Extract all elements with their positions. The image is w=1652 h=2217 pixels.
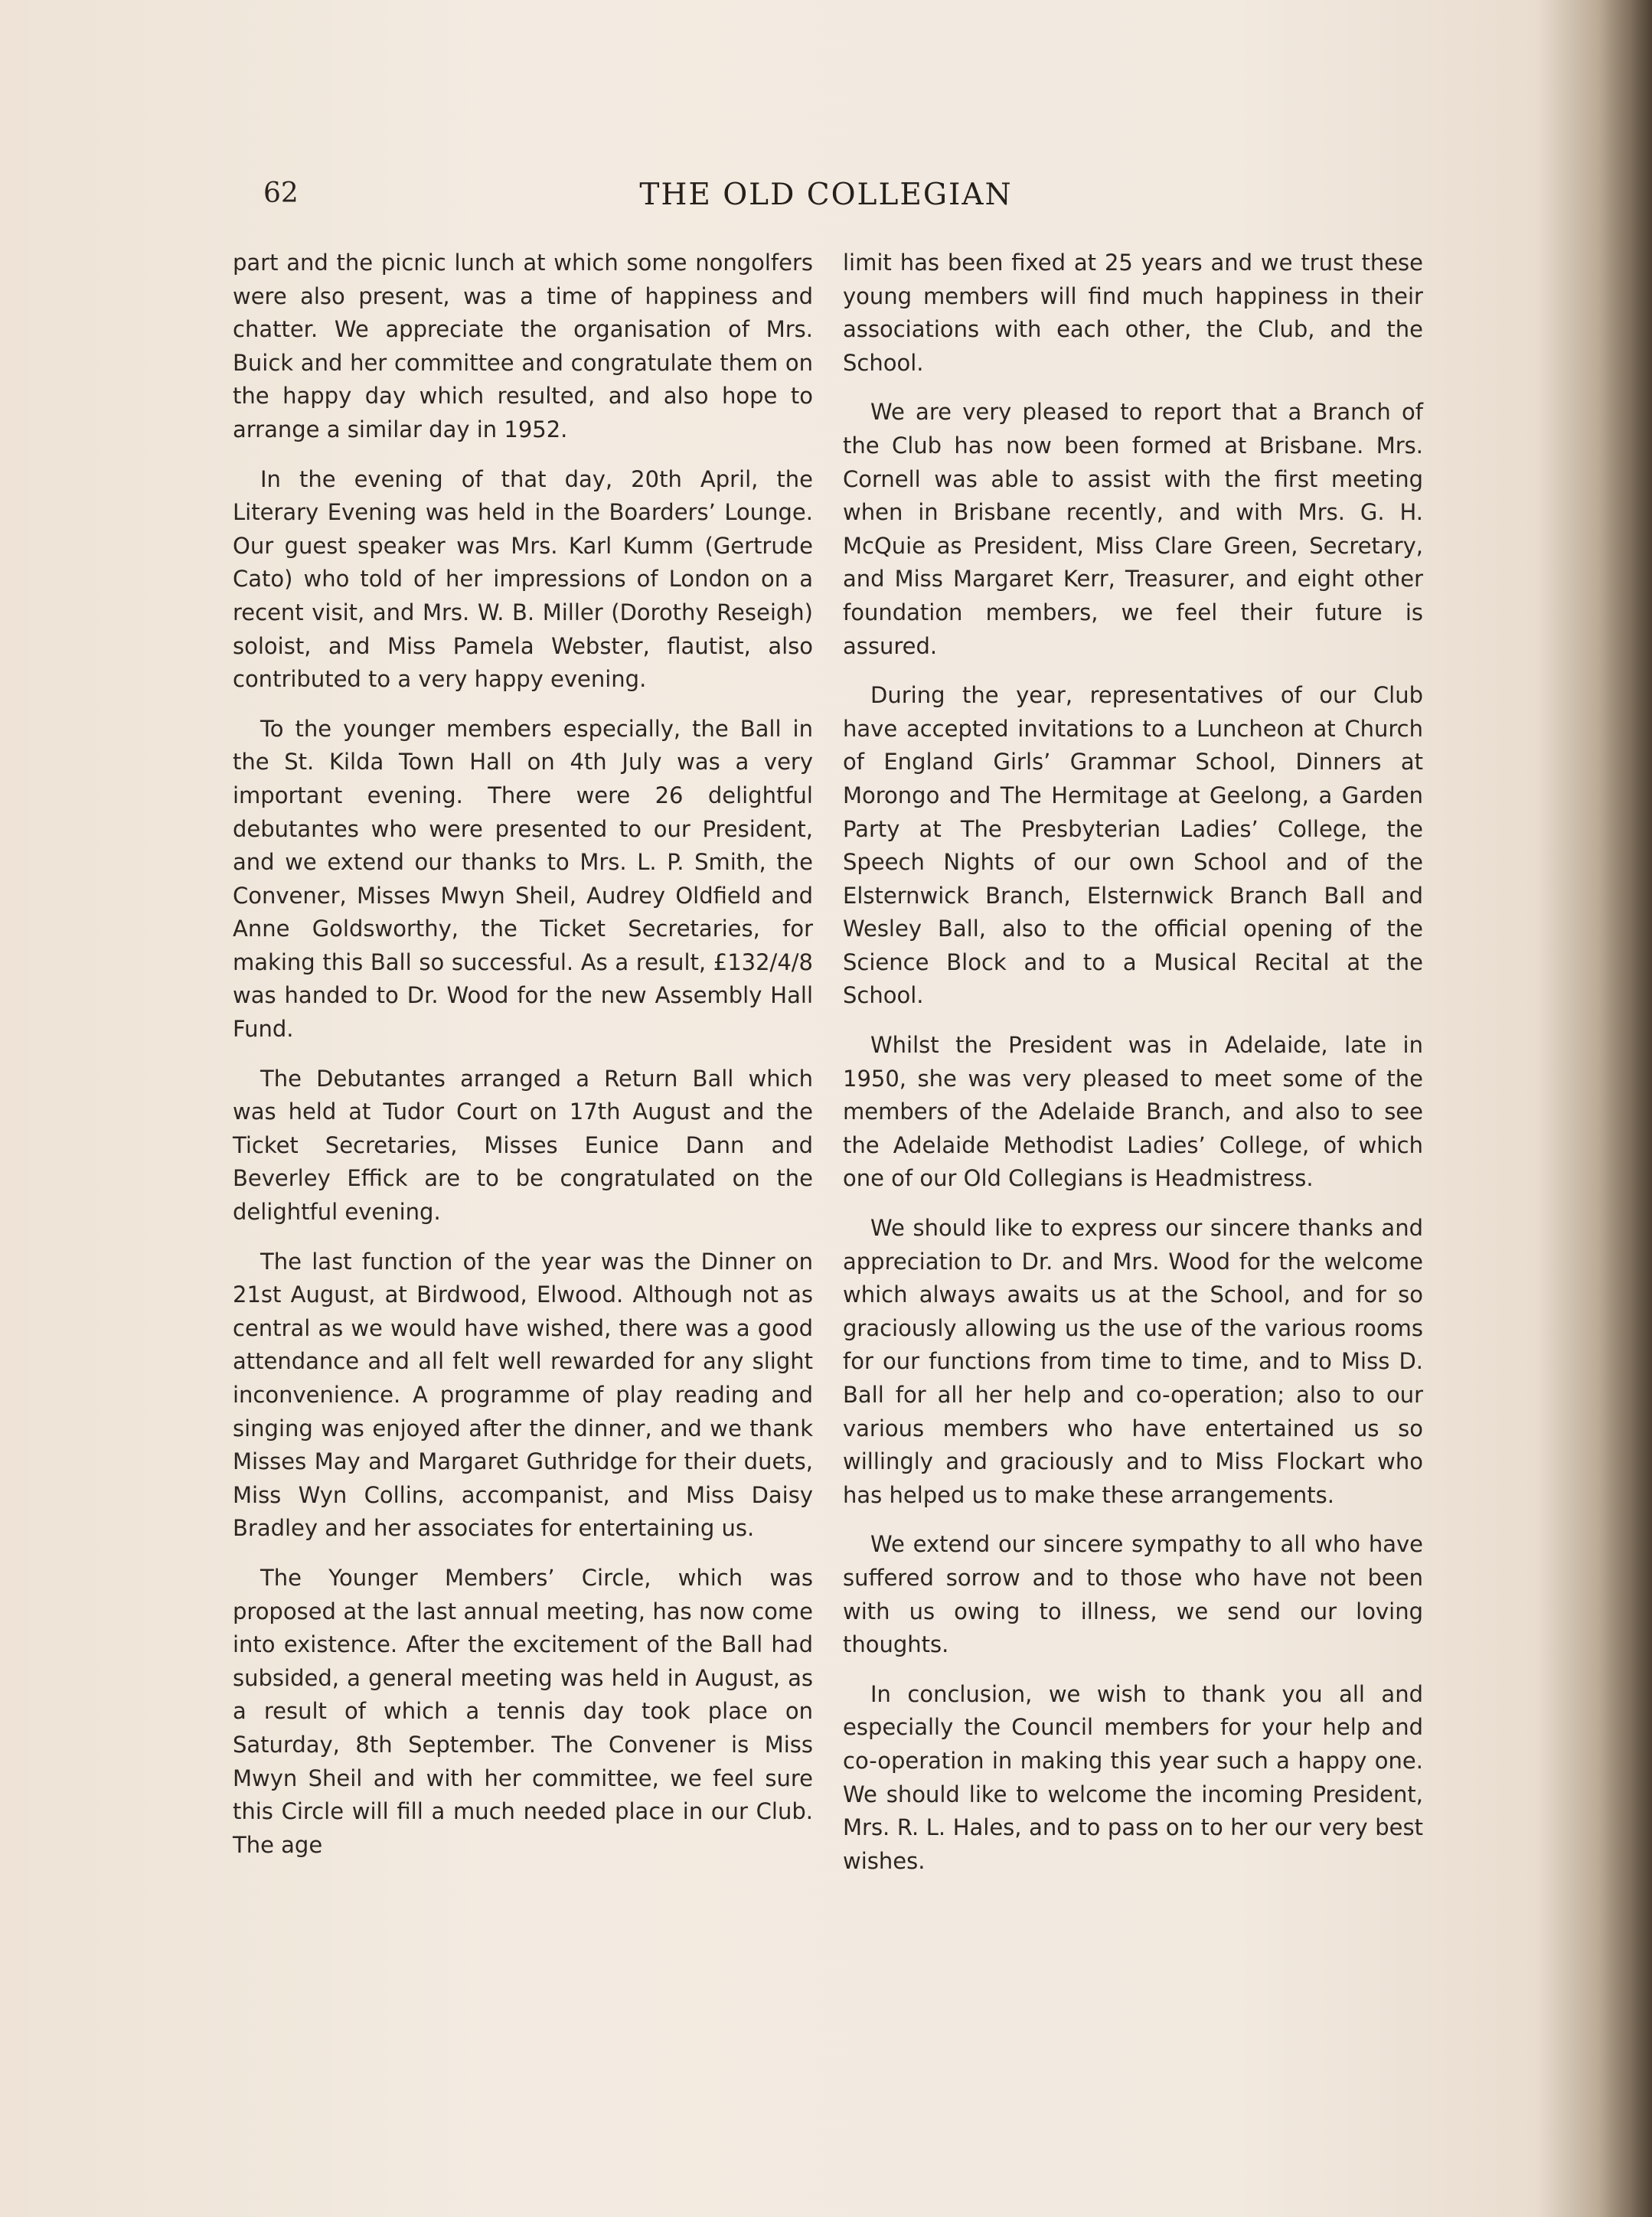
- running-title: THE OLD COLLEGIAN: [639, 178, 1013, 212]
- right-column: [843, 247, 1423, 1894]
- paragraph: part and the picnic lunch at which some nongolfers were also present, was a time of happiness and chatter. We appreciate the organisation of Mrs. Buick and her committee and congratulate them on the happy day which resulted, and also hope to arrange a similar day in 1952.: [233, 250, 813, 442]
- paragraph: The last function of the year was the Dinner on 21st August, at Birdwood, Elwood. Although not as central as we would have wished, there was a good attendance and all felt well rewarded for any slight inconvenience. A programme of play reading and singing was enjoyed after the dinner, and we thank Misses May and Margaret Guthridge for their duets, Miss Wyn Collins, accompanist, and Miss Daisy Bradley and her associates for entertaining us.: [233, 1248, 813, 1542]
- binding-shadow: [1598, 0, 1652, 2217]
- paragraph: We extend our sincere sympathy to all who have suffered sorrow and to those who have not been with us owing to illness, we send our loving thoughts.: [843, 1531, 1423, 1658]
- page-number: 62: [263, 178, 299, 209]
- paragraph: We are very pleased to report that a Branch of the Club has now been formed at Brisbane. Mrs. Cornell was able to assist with the first meeting when in Brisbane recently, and with Mrs. G. H. McQuie as President, Miss Clare Green, Secretary, and Miss Margaret Kerr, Treasurer, and eight other foundation members, we feel their future is assured.: [843, 399, 1423, 659]
- left-column: [233, 247, 813, 1878]
- page-header: [0, 178, 1652, 224]
- paragraph: In conclusion, we wish to thank you all and especially the Council members for your help and co-operation in making this year such a happy one. We should like to welcome the incoming President, Mrs. R. L. Hales, and to pass on to her our very best wishes.: [843, 1680, 1423, 1874]
- paragraph: We should like to express our sincere thanks and appreciation to Dr. and Mrs. Wood for the welcome which always awaits us at the School, and for so graciously allowing us the use of the various rooms for our functions from time to time, and to Miss D. Ball for all her help and co-operation; also to our various members who have entertained us so willingly and graciously and to Miss Flockart who has helped us to make these arrangements.: [843, 1215, 1423, 1508]
- paragraph: In the evening of that day, 20th April, the Literary Evening was held in the Boarders’ Lounge. Our guest speaker was Mrs. Karl Kumm (Gertrude Cato) who told of her impressions of London on a recent visit, and Mrs. W. B. Miller (Dorothy Reseigh) soloist, and Miss Pamela Webster, flautist, also contributed to a very happy evening.: [233, 465, 813, 693]
- paragraph: During the year, representatives of our Club have accepted invitations to a Luncheon at Church of England Girls’ Grammar School, Dinners at Morongo and The Hermitage at Geelong, a Garden Party at The Presbyterian Ladies’ College, the Speech Nights of our own School and of the Elsternwick Branch, Elsternwick Branch Ball and Wesley Ball, also to the official opening of the Science Block and to a Musical Recital at the School.: [843, 682, 1423, 1009]
- paragraph: Whilst the President was in Adelaide, late in 1950, she was very pleased to meet some of the members of the Adelaide Branch, and also to see the Adelaide Methodist Ladies’ College, of which one of our Old Collegians is Headmistress.: [843, 1032, 1423, 1192]
- paragraph: limit has been fixed at 25 years and we trust these young members will find much happiness in their associations with each other, the Club, and the School.: [843, 250, 1423, 376]
- paragraph: The Debutantes arranged a Return Ball which was held at Tudor Court on 17th August and the Ticket Secretaries, Misses Eunice Dann and Beverley Effick are to be congratulated on the delightful evening.: [233, 1065, 813, 1226]
- paragraph: The Younger Members’ Circle, which was proposed at the last annual meeting, has now come into existence. After the excitement of the Ball had subsided, a general meeting was held in August, as a result of which a tennis day took place on Saturday, 8th September. The Convener is Miss Mwyn Sheil and with her committee, we feel sure this Circle will fill a much needed place in our Club. The age: [233, 1564, 813, 1858]
- paragraph: To the younger members especially, the Ball in the St. Kilda Town Hall on 4th July was a very important evening. There were 26 delightful debutantes who were presented to our President, and we extend our thanks to Mrs. L. P. Smith, the Convener, Misses Mwyn Sheil, Audrey Oldfield and Anne Goldsworthy, the Ticket Secretaries, for making this Ball so successful. As a result, £132/4/8 was handed to Dr. Wood for the new Assembly Hall Fund.: [233, 715, 813, 1043]
